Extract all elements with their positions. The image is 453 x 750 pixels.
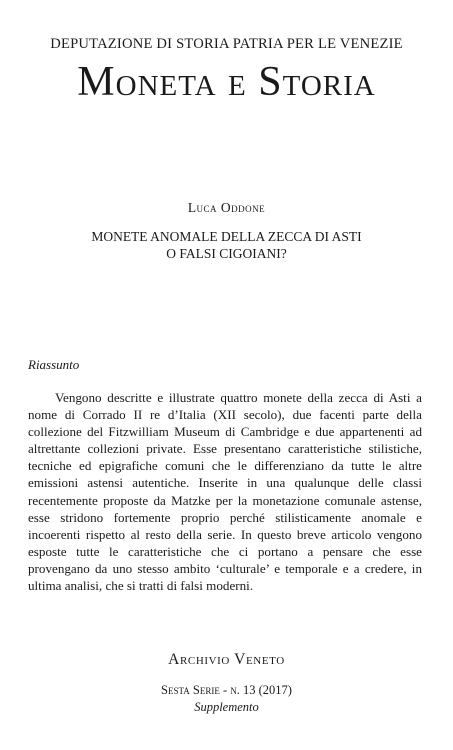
article-title-line-2: O FALSI CIGOIANI?: [166, 246, 287, 261]
article-title: [0, 228, 453, 262]
abstract-text: Vengono descritte e illustrate quattro monete della zecca di Asti a nome di Corrado II re d’Italia (XII secolo), due facenti parte della collezione del Fitzwilliam Museum di Cambridge e due appartenenti ad altrettante collezioni private. Esse presentano caratteristiche stilistiche, tecniche ed epigrafiche comuni che le differenziano da tutte le altre emissioni astensi autentiche. Inserite in una qualunque delle classi recentemente proposte da Matzke per la monetazione comunale astense, esse stridono fortemente proprio perché stilisticamente anomale e incoerenti rispetto al resto della serie. In questo breve articolo vengono esposte tutte le caratteristiche che ci portano a pensare che esse provengano da uno stesso ambito ‘culturale’ e temporale e a credere, in ultima analisi, che si tratti di falsi moderni.: [28, 390, 422, 594]
article-author: Luca Oddone: [187, 200, 266, 215]
article-title-line-1: MONETE ANOMALE DELLA ZECCA DI ASTI: [91, 229, 362, 244]
publication-name: Archivio Veneto: [168, 651, 285, 668]
abstract-heading: Riassunto: [28, 357, 80, 372]
publication-series: Sesta Serie - n. 13 (2017): [161, 683, 292, 697]
publication-supplement: Supplemento: [194, 700, 259, 714]
society-name: DEPUTAZIONE DI STORIA PATRIA PER LE VENEZIE: [50, 36, 403, 52]
journal-title: Moneta e Storia: [77, 59, 376, 105]
